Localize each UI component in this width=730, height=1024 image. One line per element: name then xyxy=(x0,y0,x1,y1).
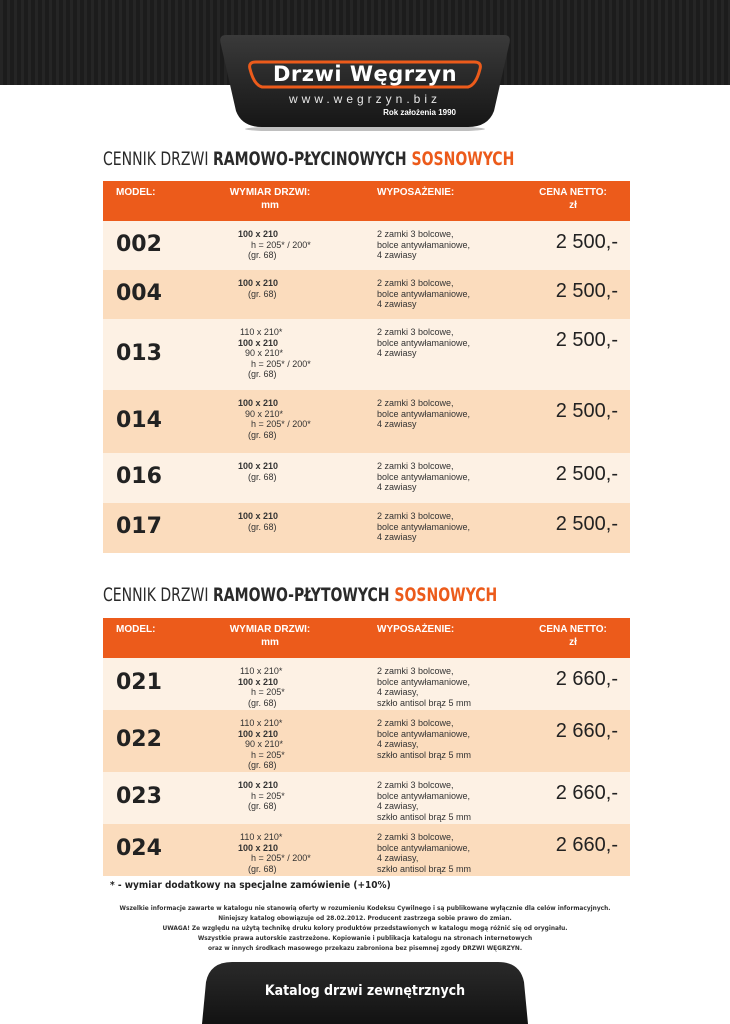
title-prefix: CENNIK DRZWI xyxy=(103,584,213,606)
dimension-line: h = 205* / 200* xyxy=(251,853,311,863)
equipment xyxy=(377,718,471,760)
col-dims xyxy=(215,186,325,212)
table-row xyxy=(103,772,630,824)
price: 2 660,- xyxy=(555,782,618,804)
table-row xyxy=(103,319,630,390)
equipment-line: 4 zawiasy xyxy=(377,348,417,358)
table-row xyxy=(103,503,630,553)
table-row xyxy=(103,270,630,319)
table-row xyxy=(103,390,630,453)
dimension-line: 110 x 210* xyxy=(240,666,283,676)
dimension-line: (gr. 68) xyxy=(248,801,277,811)
dimension-line: h = 205* / 200* xyxy=(251,358,311,369)
equipment-line: 4 zawiasy, xyxy=(377,801,419,811)
dimension-line: 100 x 210 xyxy=(238,728,279,739)
equipment-line: bolce antywłamaniowe, xyxy=(377,288,471,299)
equipment-line: 2 zamki 3 bolcowe, xyxy=(377,461,454,471)
model-number: 013 xyxy=(116,341,162,366)
dimensions xyxy=(238,780,285,812)
equipment xyxy=(377,229,470,261)
title-type: RAMOWO-PŁYCINOWYCH xyxy=(212,148,412,170)
col-dims-unit: mm xyxy=(261,200,279,211)
col-price-unit: zł xyxy=(569,637,577,648)
equipment-line: 2 zamki 3 bolcowe, xyxy=(377,511,454,521)
equipment-line: 2 zamki 3 bolcowe, xyxy=(377,229,454,239)
col-price-label: CENA NETTO: xyxy=(539,187,607,198)
equipment-line: 2 zamki 3 bolcowe, xyxy=(377,666,454,676)
model-number: 004 xyxy=(116,281,162,306)
model-number: 017 xyxy=(116,514,162,539)
equipment-line: 4 zawiasy xyxy=(377,482,417,492)
equipment-line: 4 zawiasy, xyxy=(377,739,419,749)
equipment xyxy=(377,461,470,493)
disclaimer-line: Niniejszy katalog obowiązuje od 28.02.2012. Producent zastrzega sobie prawo do zmian. xyxy=(218,914,512,922)
disclaimer-line: oraz w innych środkach masowego przekazu zabroniona bez pisemnej zgody DRZWI WĘGRZYN. xyxy=(207,944,523,952)
table-header xyxy=(103,618,630,658)
brand-name: Drzwi Węgrzyn xyxy=(272,62,458,86)
dimensions xyxy=(238,229,311,261)
dimensions xyxy=(238,832,311,874)
equipment-line: szkło antisol brąz 5 mm xyxy=(377,811,472,822)
model-number: 014 xyxy=(116,408,162,433)
dimension-line: 100 x 210 xyxy=(238,337,279,348)
equipment-line: szkło antisol brąz 5 mm xyxy=(377,863,472,874)
price-table-plycinowe xyxy=(103,181,630,553)
equipment-line: bolce antywłamaniowe, xyxy=(377,842,471,853)
equipment-line: bolce antywłamaniowe, xyxy=(377,790,471,801)
table-row xyxy=(103,658,630,710)
col-price-unit: zł xyxy=(569,200,577,211)
disclaimer-line: UWAGA! Ze względu na użytą technikę druku kolory produktów przedstawionych w katalogu mogą różnić się od oryginału. xyxy=(162,924,568,932)
dimension-line: (gr. 68) xyxy=(248,760,277,770)
dimension-line: (gr. 68) xyxy=(248,288,277,299)
equipment-line: bolce antywłamaniowe, xyxy=(377,239,471,250)
equipment-line: 4 zawiasy, xyxy=(377,687,419,697)
dimension-line: 90 x 210* xyxy=(245,408,284,419)
model-number: 024 xyxy=(116,836,162,861)
price: 2 500,- xyxy=(555,280,618,302)
equipment-line: 2 zamki 3 bolcowe, xyxy=(377,780,454,790)
equipment xyxy=(377,832,471,874)
equipment xyxy=(377,666,471,708)
dimension-line: 110 x 210* xyxy=(240,327,283,337)
section-title-plytowe xyxy=(103,584,497,606)
dimension-line: h = 205* / 200* xyxy=(251,419,311,429)
dimension-line: 100 x 210 xyxy=(238,278,279,288)
col-equipment: WYPOSAŻENIE: xyxy=(377,187,455,198)
table-row xyxy=(103,221,630,270)
price: 2 660,- xyxy=(555,668,618,690)
equipment xyxy=(377,327,470,359)
equipment-line: 4 zawiasy xyxy=(377,250,417,260)
model-number: 021 xyxy=(116,670,162,695)
price: 2 660,- xyxy=(555,720,618,742)
equipment-line: szkło antisol brąz 5 mm xyxy=(377,749,472,760)
col-dims-unit: mm xyxy=(261,637,279,648)
dimension-line: h = 205* xyxy=(251,749,285,760)
col-dims xyxy=(215,623,325,649)
title-material: SOSNOWYCH xyxy=(394,584,498,606)
model-number: 002 xyxy=(116,232,162,257)
price-table-plytowe xyxy=(103,618,630,876)
founded-text: Rok założenia 1990 xyxy=(383,108,456,117)
footnote: * - wymiar dodatkowy na specjalne zamówienie (+10%) xyxy=(110,880,391,891)
equipment xyxy=(377,278,470,310)
catalog-badge xyxy=(202,962,528,1024)
dimension-line: 100 x 210 xyxy=(238,676,279,687)
model-number: 023 xyxy=(116,784,162,809)
equipment-line: 4 zawiasy xyxy=(377,299,417,309)
equipment xyxy=(377,780,471,822)
col-model: MODEL: xyxy=(116,187,156,198)
dimensions xyxy=(238,511,278,532)
equipment-line: 2 zamki 3 bolcowe, xyxy=(377,832,454,842)
title-prefix: CENNIK DRZWI xyxy=(103,148,213,170)
dimension-line: 100 x 210 xyxy=(238,398,279,408)
equipment xyxy=(377,398,470,430)
equipment-line: bolce antywłamaniowe, xyxy=(377,521,471,532)
equipment-line: 2 zamki 3 bolcowe, xyxy=(377,278,454,288)
table-body xyxy=(103,658,630,876)
dimension-line: h = 205* / 200* xyxy=(251,239,311,250)
dimension-line: (gr. 68) xyxy=(248,471,277,482)
col-price xyxy=(528,623,618,649)
disclaimer xyxy=(60,903,670,953)
dimension-line: (gr. 68) xyxy=(248,697,277,708)
equipment-line: 2 zamki 3 bolcowe, xyxy=(377,398,454,408)
dimensions xyxy=(238,718,285,771)
dimension-line: (gr. 68) xyxy=(248,521,277,532)
dimension-line: h = 205* xyxy=(251,687,285,697)
equipment-line: 4 zawiasy xyxy=(377,419,417,429)
col-model: MODEL: xyxy=(116,624,156,635)
equipment-line: bolce antywłamaniowe, xyxy=(377,337,471,348)
dimension-line: 110 x 210* xyxy=(240,718,283,728)
table-body xyxy=(103,221,630,553)
equipment-line: 4 zawiasy xyxy=(377,532,417,542)
dimensions xyxy=(238,398,311,440)
equipment-line: 4 zawiasy, xyxy=(377,853,419,863)
title-material: SOSNOWYCH xyxy=(411,148,515,170)
dimensions xyxy=(238,666,285,708)
col-price-label: CENA NETTO: xyxy=(539,624,607,635)
col-dims-label: WYMIAR DRZWI: xyxy=(229,624,311,635)
table-row xyxy=(103,824,630,876)
model-number: 022 xyxy=(116,727,162,752)
equipment xyxy=(377,511,470,543)
dimension-line: 100 x 210 xyxy=(238,461,279,471)
dimensions xyxy=(238,327,311,380)
section-title-plycinowe xyxy=(103,148,514,170)
dimension-line: (gr. 68) xyxy=(248,429,277,440)
table-header xyxy=(103,181,630,221)
col-dims-label: WYMIAR DRZWI: xyxy=(229,187,311,198)
price: 2 500,- xyxy=(555,513,618,535)
price: 2 500,- xyxy=(555,231,618,253)
dimension-line: 100 x 210 xyxy=(238,511,279,521)
dimension-line: (gr. 68) xyxy=(248,250,277,260)
dimension-line: (gr. 68) xyxy=(248,369,277,379)
equipment-line: szkło antisol brąz 5 mm xyxy=(377,697,472,708)
disclaimer-line: Wszystkie prawa autorskie zastrzeżone. Kopiowanie i publikacja katalogu na stronach internetowych xyxy=(197,934,533,942)
dimension-line: 100 x 210 xyxy=(238,842,279,853)
price: 2 500,- xyxy=(555,329,618,351)
table-row xyxy=(103,453,630,503)
equipment-line: 2 zamki 3 bolcowe, xyxy=(377,718,454,728)
dimension-line: h = 205* xyxy=(251,790,285,801)
model-number: 016 xyxy=(116,464,162,489)
col-equipment: WYPOSAŻENIE: xyxy=(377,624,455,635)
col-price xyxy=(528,186,618,212)
equipment-line: 2 zamki 3 bolcowe, xyxy=(377,327,454,337)
dimension-line: 100 x 210 xyxy=(238,780,279,790)
price: 2 500,- xyxy=(555,400,618,422)
dimensions xyxy=(238,278,278,299)
table-row xyxy=(103,710,630,772)
equipment-line: bolce antywłamaniowe, xyxy=(377,471,471,482)
dimension-line: 100 x 210 xyxy=(238,229,279,239)
title-type: RAMOWO-PŁYTOWYCH xyxy=(212,584,395,606)
equipment-line: bolce antywłamaniowe, xyxy=(377,408,471,419)
equipment-line: bolce antywłamaniowe, xyxy=(377,676,471,687)
dimension-line: 90 x 210* xyxy=(245,739,284,749)
brand-url: www.wegrzyn.biz xyxy=(288,92,442,106)
logo-badge xyxy=(218,35,512,131)
dimension-line: 110 x 210* xyxy=(240,832,283,842)
dimension-line: (gr. 68) xyxy=(248,863,277,874)
dimensions xyxy=(238,461,278,482)
equipment-line: bolce antywłamaniowe, xyxy=(377,728,471,739)
disclaimer-line: Wszelkie informacje zawarte w katalogu nie stanowią oferty w rozumieniu Kodeksu Cywilnego i są publikowane wyłącznie dla celów informacyjnych. xyxy=(119,904,611,912)
dimension-line: 90 x 210* xyxy=(245,348,284,358)
price: 2 660,- xyxy=(555,834,618,856)
price: 2 500,- xyxy=(555,463,618,485)
catalog-label: Katalog drzwi zewnętrznych xyxy=(264,983,466,999)
